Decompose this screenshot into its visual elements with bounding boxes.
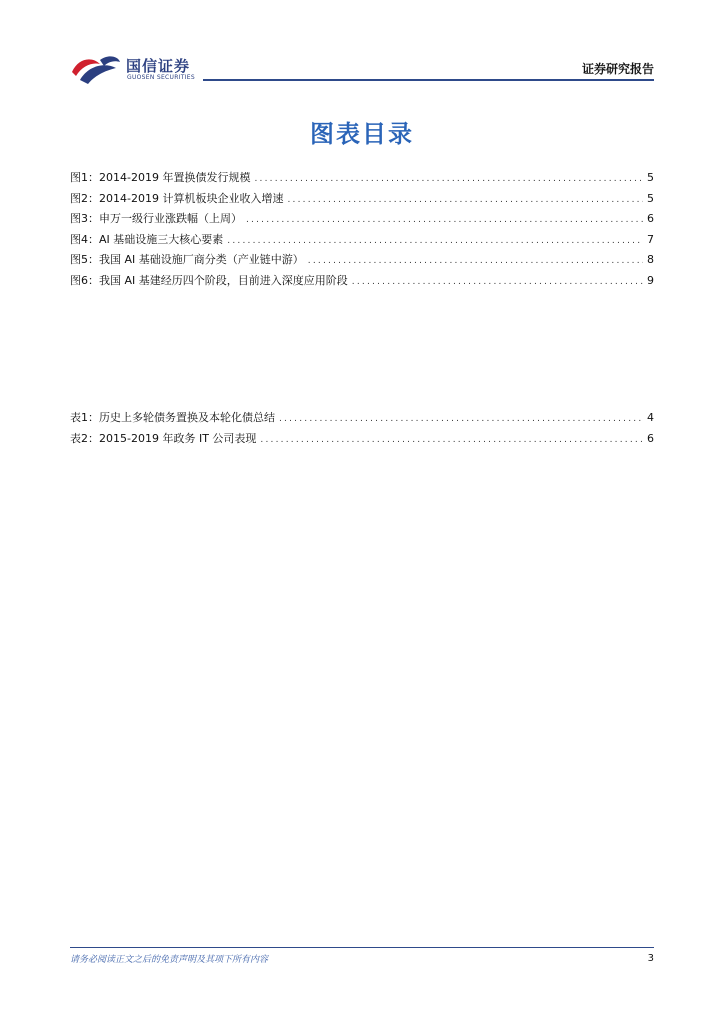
figure-entry[interactable]	[70, 210, 654, 231]
logo-english-name: GUOSEN SECURITIES	[127, 74, 196, 81]
figure-page: 9	[647, 273, 654, 287]
table-page: 4	[647, 411, 654, 424]
figure-page: 7	[647, 232, 654, 246]
figure-entry[interactable]	[70, 272, 654, 293]
guosen-logo-icon	[70, 52, 122, 86]
guosen-logo	[70, 52, 200, 86]
table-entry[interactable]	[70, 430, 654, 451]
page-number: 3	[647, 953, 654, 964]
figure-label: 图3：	[70, 212, 99, 226]
figure-label: 图4：	[70, 232, 99, 246]
header-divider	[203, 79, 654, 81]
report-type-label: 证券研究报告	[581, 62, 654, 76]
figure-label: 图1：	[70, 171, 99, 184]
dot-leader	[352, 277, 643, 287]
table-list	[70, 409, 654, 450]
figure-label: 图6：	[70, 273, 99, 287]
figure-title: 我国 AI 基建经历四个阶段，目前进入深度应用阶段	[99, 273, 348, 287]
figure-entry[interactable]	[70, 190, 654, 211]
dot-leader	[287, 195, 643, 205]
dot-leader	[254, 174, 643, 184]
figure-page: 8	[647, 253, 654, 267]
dot-leader	[260, 435, 643, 445]
page-title: 图表目录	[310, 120, 414, 148]
figure-label: 图2：	[70, 191, 99, 205]
figure-entry[interactable]	[70, 169, 654, 190]
figure-title: 我国 AI 基础设施厂商分类（产业链中游）	[99, 253, 304, 267]
table-title: 历史上多轮债务置换及本轮化债总结	[99, 411, 275, 424]
table-entry[interactable]	[70, 409, 654, 430]
figure-label: 图5：	[70, 253, 99, 267]
figure-title: 2014-2019 年置换债发行规模	[99, 171, 251, 184]
figure-title: AI 基础设施三大核心要素	[99, 232, 224, 246]
footer-disclaimer: 请务必阅读正文之后的免责声明及其项下所有内容	[70, 955, 269, 965]
dot-leader	[308, 256, 643, 266]
table-title: 2015-2019 年政务 IT 公司表现	[99, 431, 257, 445]
logo-chinese-name: 国信证券	[126, 57, 191, 75]
figure-title: 申万一级行业涨跌幅（上周）	[99, 212, 242, 226]
footer-divider	[70, 947, 654, 948]
figure-page: 5	[647, 191, 654, 205]
table-page: 6	[647, 431, 654, 445]
figure-entry[interactable]	[70, 251, 654, 272]
dot-leader	[279, 414, 643, 424]
figure-list	[70, 169, 654, 293]
dot-leader	[246, 215, 643, 225]
figure-page: 5	[647, 171, 654, 184]
dot-leader	[227, 236, 643, 246]
figure-title: 2014-2019 计算机板块企业收入增速	[99, 191, 284, 205]
table-label: 表2：	[70, 431, 99, 445]
table-label: 表1：	[70, 411, 99, 424]
figure-entry[interactable]	[70, 231, 654, 252]
figure-page: 6	[647, 212, 654, 226]
